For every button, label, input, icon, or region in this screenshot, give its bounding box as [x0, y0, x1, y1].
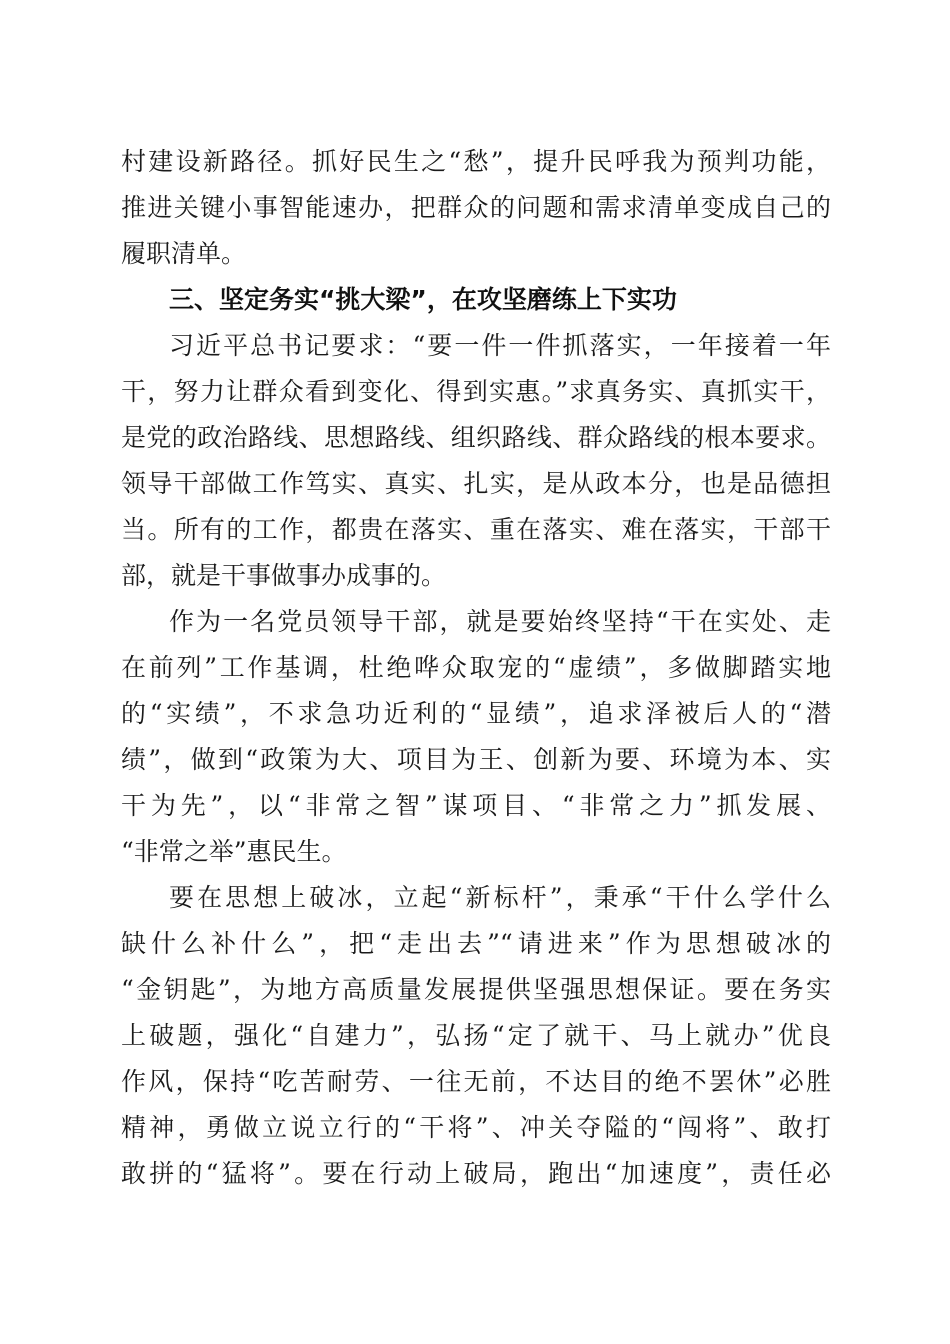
text-line: 上破题，强化“自建力”，弘扬“定了就干、马上就办”优良: [121, 1021, 831, 1050]
text-line: 推进关键小事智能速办，把群众的问题和需求清单变成自己的: [121, 193, 831, 222]
text-line: 缺什么补什么”，把“走出去”“请进来”作为思想破冰的: [121, 929, 831, 958]
section-heading: 三、坚定务实“挑大梁”，在攻坚磨练上下实功: [169, 285, 677, 314]
text-line: 是党的政治路线、思想路线、组织路线、群众路线的根本要求。: [121, 423, 831, 452]
text-line: 村建设新路径。抓好民生之“愁”，提升民呼我为预判功能，: [121, 147, 831, 176]
text-line: 作风，保持“吃苦耐劳、一往无前，不达目的绝不罢休”必胜: [121, 1067, 831, 1096]
text-line: 要在思想上破冰，立起“新标杆”，秉承“干什么学什么: [169, 883, 831, 912]
text-line: 精神，勇做立说立行的“干将”、冲关夺隘的“闯将”、敢打: [121, 1113, 831, 1142]
text-line: 在前列”工作基调，杜绝哗众取宠的“虚绩”，多做脚踏实地: [121, 653, 831, 682]
text-line: 部，就是干事做事办成事的。: [121, 561, 447, 590]
text-line: 领导干部做工作笃实、真实、扎实，是从政本分，也是品德担: [121, 469, 831, 498]
text-line: 干为先”，以“非常之智”谋项目、“非常之力”抓发展、: [121, 791, 831, 820]
text-line: “金钥匙”，为地方高质量发展提供坚强思想保证。要在务实: [121, 975, 831, 1004]
text-line: 习近平总书记要求：“要一件一件抓落实，一年接着一年: [169, 331, 831, 360]
text-line: “非常之举”惠民生。: [121, 837, 347, 866]
text-line: 履职清单。: [121, 239, 247, 268]
text-line: 当。所有的工作，都贵在落实、重在落实、难在落实，干部干: [121, 515, 831, 544]
text-line: 干，努力让群众看到变化、得到实惠。”求真务实、真抓实干，: [121, 377, 831, 406]
text-line: 绩”，做到“政策为大、项目为王、创新为要、环境为本、实: [121, 745, 831, 774]
text-line: 的“实绩”，不求急功近利的“显绩”，追求泽被后人的“潜: [121, 699, 831, 728]
text-line: 作为一名党员领导干部，就是要始终坚持“干在实处、走: [169, 607, 831, 636]
text-line: 敢拼的“猛将”。要在行动上破局，跑出“加速度”，责任必: [121, 1159, 831, 1188]
